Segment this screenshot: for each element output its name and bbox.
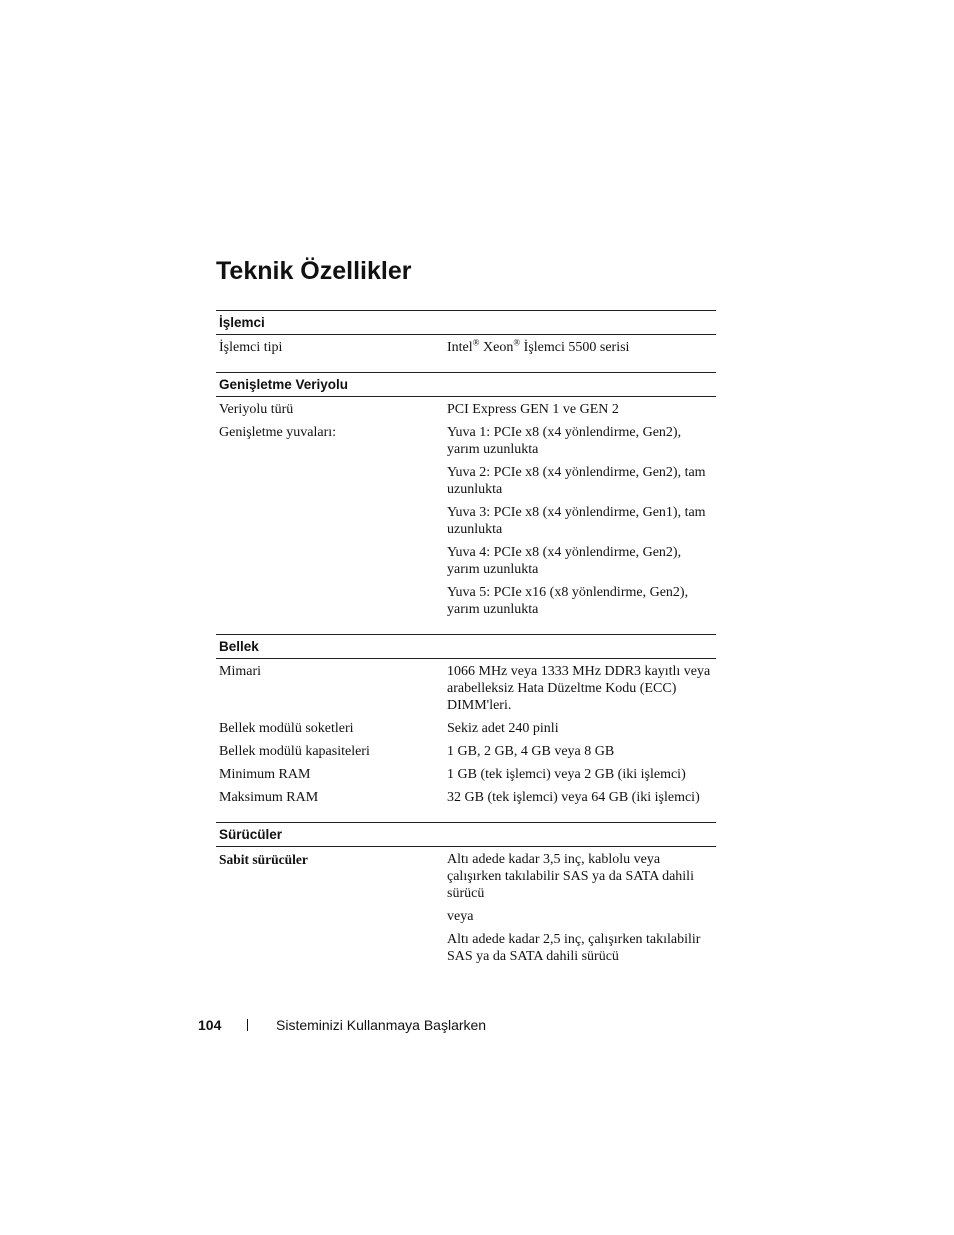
spec-row-minimum-ram xyxy=(216,766,716,783)
section-expansion-bus xyxy=(216,372,716,622)
spec-value-slot-4: Yuva 4: PCIe x8 (x4 yönlendirme, Gen2), yarım uzunlukta xyxy=(447,545,682,577)
spec-row-hard-drives xyxy=(216,851,716,965)
section-header-expansion-bus: Genişletme Veriyolu xyxy=(216,372,716,397)
spec-values xyxy=(447,339,716,356)
spec-label: İşlemci tipi xyxy=(219,340,283,355)
spec-label: Genişletme yuvaları: xyxy=(219,425,337,440)
spec-value: 1 GB, 2 GB, 4 GB veya 8 GB xyxy=(447,744,615,759)
section-header-memory: Bellek xyxy=(216,634,716,659)
spec-row-processor-type xyxy=(216,339,716,356)
spec-value: Altı adede kadar 2,5 inç, çalışırken takılabilir SAS ya da SATA dahili sürücü xyxy=(447,932,701,964)
spec-value: 1 GB (tek işlemci) veya 2 GB (iki işlemci) xyxy=(447,767,686,782)
section-drives xyxy=(216,822,716,969)
spec-values xyxy=(447,401,716,418)
brand-xeon: Xeon xyxy=(479,340,514,355)
section-body xyxy=(216,335,716,360)
spec-row-bus-type xyxy=(216,401,716,418)
spec-label: Veriyolu türü xyxy=(219,402,294,417)
spec-value-slot-5: Yuva 5: PCIe x16 (x8 yönlendirme, Gen2), yarım uzunlukta xyxy=(447,585,689,617)
spec-label: Minimum RAM xyxy=(219,767,311,782)
section-processor xyxy=(216,310,716,360)
section-header-drives: Sürücüler xyxy=(216,822,716,847)
spec-row-expansion-slots xyxy=(216,424,716,618)
spec-value-slot-2: Yuva 2: PCIe x8 (x4 yönlendirme, Gen2), tam uzunlukta xyxy=(447,465,706,497)
spec-value: PCI Express GEN 1 ve GEN 2 xyxy=(447,402,619,417)
page-title: Teknik Özellikler xyxy=(216,257,412,285)
spec-value: veya xyxy=(447,909,474,924)
spec-values xyxy=(447,720,716,737)
section-body xyxy=(216,397,716,622)
spec-row-architecture xyxy=(216,663,716,714)
spec-values xyxy=(447,851,716,965)
spec-values xyxy=(447,424,716,618)
processor-series: İşlemci 5500 serisi xyxy=(520,340,630,355)
spec-value: 32 GB (tek işlemci) veya 64 GB (iki işlemci) xyxy=(447,790,700,805)
spec-row-memory-capacities xyxy=(216,743,716,760)
spec-label: Bellek modülü kapasiteleri xyxy=(219,744,370,759)
spec-value xyxy=(447,339,712,356)
registered-mark: ® xyxy=(472,337,480,348)
spec-label: Bellek modülü soketleri xyxy=(219,721,354,736)
chapter-title: Sisteminizi Kullanmaya Başlarken xyxy=(276,1017,487,1033)
page-number: 104 xyxy=(198,1017,222,1033)
section-body xyxy=(216,659,716,810)
section-memory xyxy=(216,634,716,810)
footer-divider xyxy=(247,1019,248,1031)
spec-row-maximum-ram xyxy=(216,789,716,806)
spec-value: 1066 MHz veya 1333 MHz DDR3 kayıtlı veya arabelleksiz Hata Düzeltme Kodu (ECC) DIMM'leri. xyxy=(447,664,711,713)
spec-values xyxy=(447,743,716,760)
spec-values xyxy=(447,766,716,783)
page-footer xyxy=(198,1015,486,1035)
spec-values xyxy=(447,789,716,806)
spec-row-memory-sockets xyxy=(216,720,716,737)
spec-label: Mimari xyxy=(219,664,261,679)
spec-values xyxy=(447,663,716,714)
registered-mark: ® xyxy=(513,337,521,348)
brand-intel: Intel xyxy=(447,340,473,355)
spec-value: Altı adede kadar 3,5 inç, kablolu veya çalışırken takılabilir SAS ya da SATA dahili sürücü xyxy=(447,852,694,901)
spec-table xyxy=(216,310,716,981)
section-body xyxy=(216,847,716,969)
spec-label: Maksimum RAM xyxy=(219,790,319,805)
spec-value-slot-3: Yuva 3: PCIe x8 (x4 yönlendirme, Gen1), tam uzunlukta xyxy=(447,505,706,537)
spec-value: Sekiz adet 240 pinli xyxy=(447,721,559,736)
spec-label: Sabit sürücüler xyxy=(219,852,308,867)
spec-value-slot-1: Yuva 1: PCIe x8 (x4 yönlendirme, Gen2), yarım uzunlukta xyxy=(447,425,682,457)
section-header-processor: İşlemci xyxy=(216,310,716,335)
